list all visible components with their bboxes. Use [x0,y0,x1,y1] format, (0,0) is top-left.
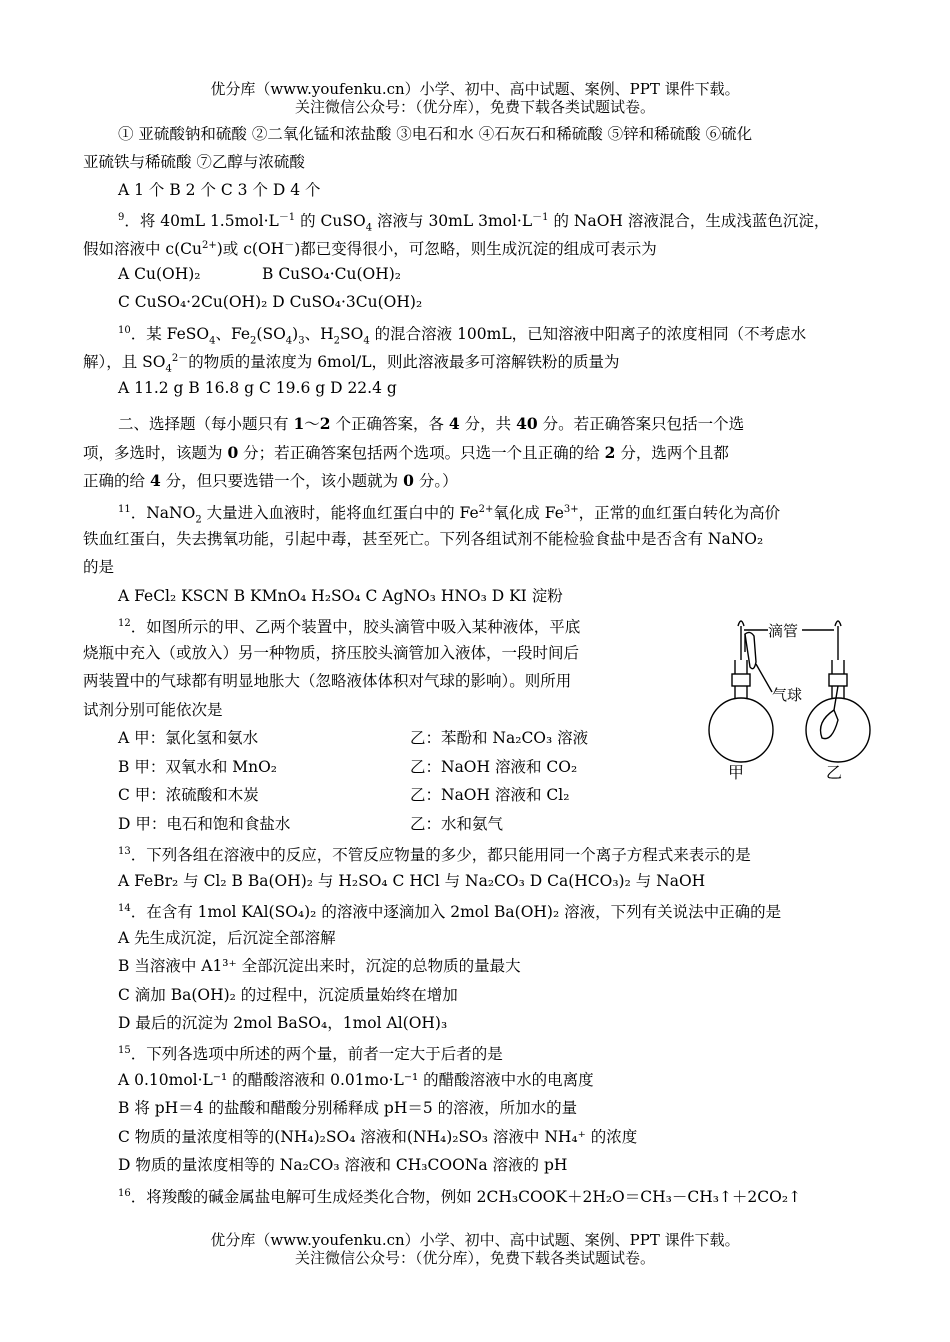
page-header-line2: 关注微信公众号：（优分库），免费下载各类试题试卷。 [294,98,655,116]
q12-stem-line3: 两装置中的气球都有明显地胀大（忽略液体体积对气球的影响）。则所用 [83,672,572,690]
q10-stem-line1: $^{10}$．某 FeSO$_4$、$Fe_2(SO_4)_3$、$H_2SO_4$ 的混合溶液 100mL，已知溶液中阳离子的浓度相同（不考虑水 [118,325,807,347]
q11-stem-line1: $^{11}$．NaNO$_2$ 大量进入血液时，能将血红蛋白中的 $Fe^{2+}$氧化成 $Fe^{3+}$，正常的血红蛋白转化为高价 [118,504,781,526]
q8-options: A 1 个 B 2 个 C 3 个 D 4 个 [118,181,321,199]
q16-number: 16 [118,1188,131,1199]
q14-stem [118,899,880,922]
section2-line3-lead: 正确的给 [83,472,146,490]
q15-option-a: A 0.10mol·L⁻¹ 的醋酸溶液和 0.01mo·L⁻¹ 的醋酸溶液中水的电离度 [118,1071,594,1089]
q12-option-b-left: B 甲：双氧水和 MnO₂ [118,758,278,776]
q8-items-line1: ① 亚硫酸钠和硫酸 ②二氧化锰和浓盐酸 ③电石和水 ④石灰石和稀硫酸 ⑤锌和稀硫酸 ⑥硫化 [118,125,753,143]
apparatus-drawing [698,612,878,782]
q12-option-c-left: C 甲：浓硫酸和木炭 [118,786,259,804]
q10-stem-line2: 解），且 $SO_4^{2-}$的物质的量浓度为 6mol/L，则此溶液最多可溶解铁粉的质量为 [83,353,620,375]
page-footer-line1: 优分库（www.youfenku.cn）小学、初中、高中试题、案例、PPT 课件下载。 [210,1231,740,1249]
q9-number: 9 [118,212,125,223]
q11-options: A FeCl₂ KSCN B KMnO₄ H₂SO₄ C AgNO₃ HNO₃ D KI 淀粉 [118,587,563,605]
q15-option-b: B 将 pH＝4 的盐酸和醋酸分别稀释成 pH＝5 的溶液，所加水的量 [118,1099,578,1117]
q11-number: 11 [118,504,131,515]
q13-stem [118,842,880,865]
q12-stem-line1-text: ．如图所示的甲、乙两个装置中，胶头滴管中吸入某种液体，平底 [130,618,581,637]
q9-stem-line2: 假如溶液中 $c(Cu^{2+})$或 c(OH－)都已变得很小，可忽略，则生成沉淀的组成可表示为 [83,240,657,259]
q9-options-ab [118,264,880,284]
q14-option-d: D 最后的沉淀为 2mol BaSO₄，1mol Al(OH)₃ [118,1014,448,1032]
q12-option-d-right: 乙：水和氨气 [410,815,504,833]
q10-options: A 11.2 g B 16.8 g C 19.6 g D 22.4 g [118,379,397,397]
q15-option-d: D 物质的量浓度相等的 Na₂CO₃ 溶液和 CH₃COONa 溶液的 pH [118,1156,568,1174]
q16-stem-text: ．将羧酸的碱金属盐电解可生成烃类化合物，例如 2CH₃COOK＋2H₂O＝CH₃－CH₃↑＋2CO₂↑ [130,1188,802,1207]
section2-line3: 正确的给 4 分，但只要选错一个，该小题就为 0 分。） [83,471,458,490]
q8-items-line2: 亚硫铁与稀硫酸 ⑦乙醇与浓硫酸 [83,153,305,171]
page-footer-line2: 关注微信公众号：（优分库），免费下载各类试题试卷。 [294,1249,655,1267]
q10-number: 10 [118,325,131,336]
apparatus-figure [698,612,878,782]
q9-option-a: A Cu(OH)₂ [118,265,201,283]
q16-stem [118,1184,880,1207]
q9-stem-line1: $^9$．将 40mL $1.5mol\cdot L^{-1}$ 的 CuSO$_4$ 溶液与 30mL $3mol\cdot L^{-1}$ 的 NaOH 溶液混合，生成浅蓝色沉淀， [118,212,830,234]
q13-stem-text: ．下列各组在溶液中的反应，不管反应物量的多少，都只能用同一个离子方程式来表示的是 [130,846,751,865]
q14-option-c: C 滴加 Ba(OH)₂ 的过程中，沉淀质量始终在增加 [118,986,458,1004]
q12-option-d-left: D 甲：电石和饱和食盐水 [118,815,291,833]
q9-options-cd: C CuSO₄·2Cu(OH)₂ D CuSO₄·3Cu(OH)₂ [118,293,423,311]
q12-number: 12 [118,618,131,629]
q12-option-b-right: 乙：NaOH 溶液和 CO₂ [410,758,578,776]
flask-jia [709,698,773,762]
flask-yi [806,698,870,762]
q12-option-a-right: 乙：苯酚和 Na₂CO₃ 溶液 [410,729,589,747]
q13-number: 13 [118,846,131,857]
q12-option-a-left: A 甲：氯化氢和氨水 [118,729,259,747]
q11-stem-line3: 的是 [83,558,115,576]
q12-stem-line2: 烧瓶中充入（或放入）另一种物质，挤压胶头滴管加入液体，一段时间后 [83,644,580,662]
q14-number: 14 [118,903,131,914]
label-jia: 甲 [728,763,745,782]
q14-stem-text: ．在含有 1mol KAl(SO₄)₂ 的溶液中逐滴加入 2mol Ba(OH)₂ 溶液，下列有关说法中正确的是 [130,903,782,922]
section2-line2: 项，多选时，该题为 0 分；若正确答案包括两个选项。只选一个且正确的给 2 分，选两个且都 [83,443,729,462]
q13-options: A FeBr₂ 与 Cl₂ B Ba(OH)₂ 与 H₂SO₄ C HCl 与 Na₂CO₃ D Ca(HCO₃)₂ 与 NaOH [118,872,706,890]
section2-line1: 二、选择题（每小题只有 1～2 个正确答案，各 4 分，共 40 分。若正确答案只包括一个选 [118,414,745,433]
label-balloon: 气球 [772,686,803,704]
q14-option-a: A 先生成沉淀，后沉淀全部溶解 [118,929,336,947]
q15-stem-text: ．下列各选项中所述的两个量，前者一定大于后者的是 [130,1045,503,1064]
q15-stem [118,1041,880,1064]
q9-option-b: B CuSO₄·Cu(OH)₂ [262,265,402,283]
q12-stem-line4: 试剂分别可能依次是 [83,701,223,719]
q12-option-c-right: 乙：NaOH 溶液和 Cl₂ [410,786,570,804]
q14-option-b: B 当溶液中 A1³⁺ 全部沉淀出来时，沉淀的总物质的量最大 [118,957,521,975]
label-dropper: 滴管 [768,622,799,640]
page-header-line1: 优分库（www.youfenku.cn）小学、初中、高中试题、案例、PPT 课件下载。 [210,80,740,98]
q11-stem-line2: 铁血红蛋白，失去携氧功能，引起中毒，甚至死亡。下列各组试剂不能检验食盐中是否含有 NaNO₂ [83,530,764,548]
q15-option-c: C 物质的量浓度相等的(NH₄)₂SO₄ 溶液和(NH₄)₂SO₃ 溶液中 NH₄⁺ 的浓度 [118,1128,638,1146]
label-yi: 乙 [826,763,843,782]
q15-number: 15 [118,1045,131,1056]
